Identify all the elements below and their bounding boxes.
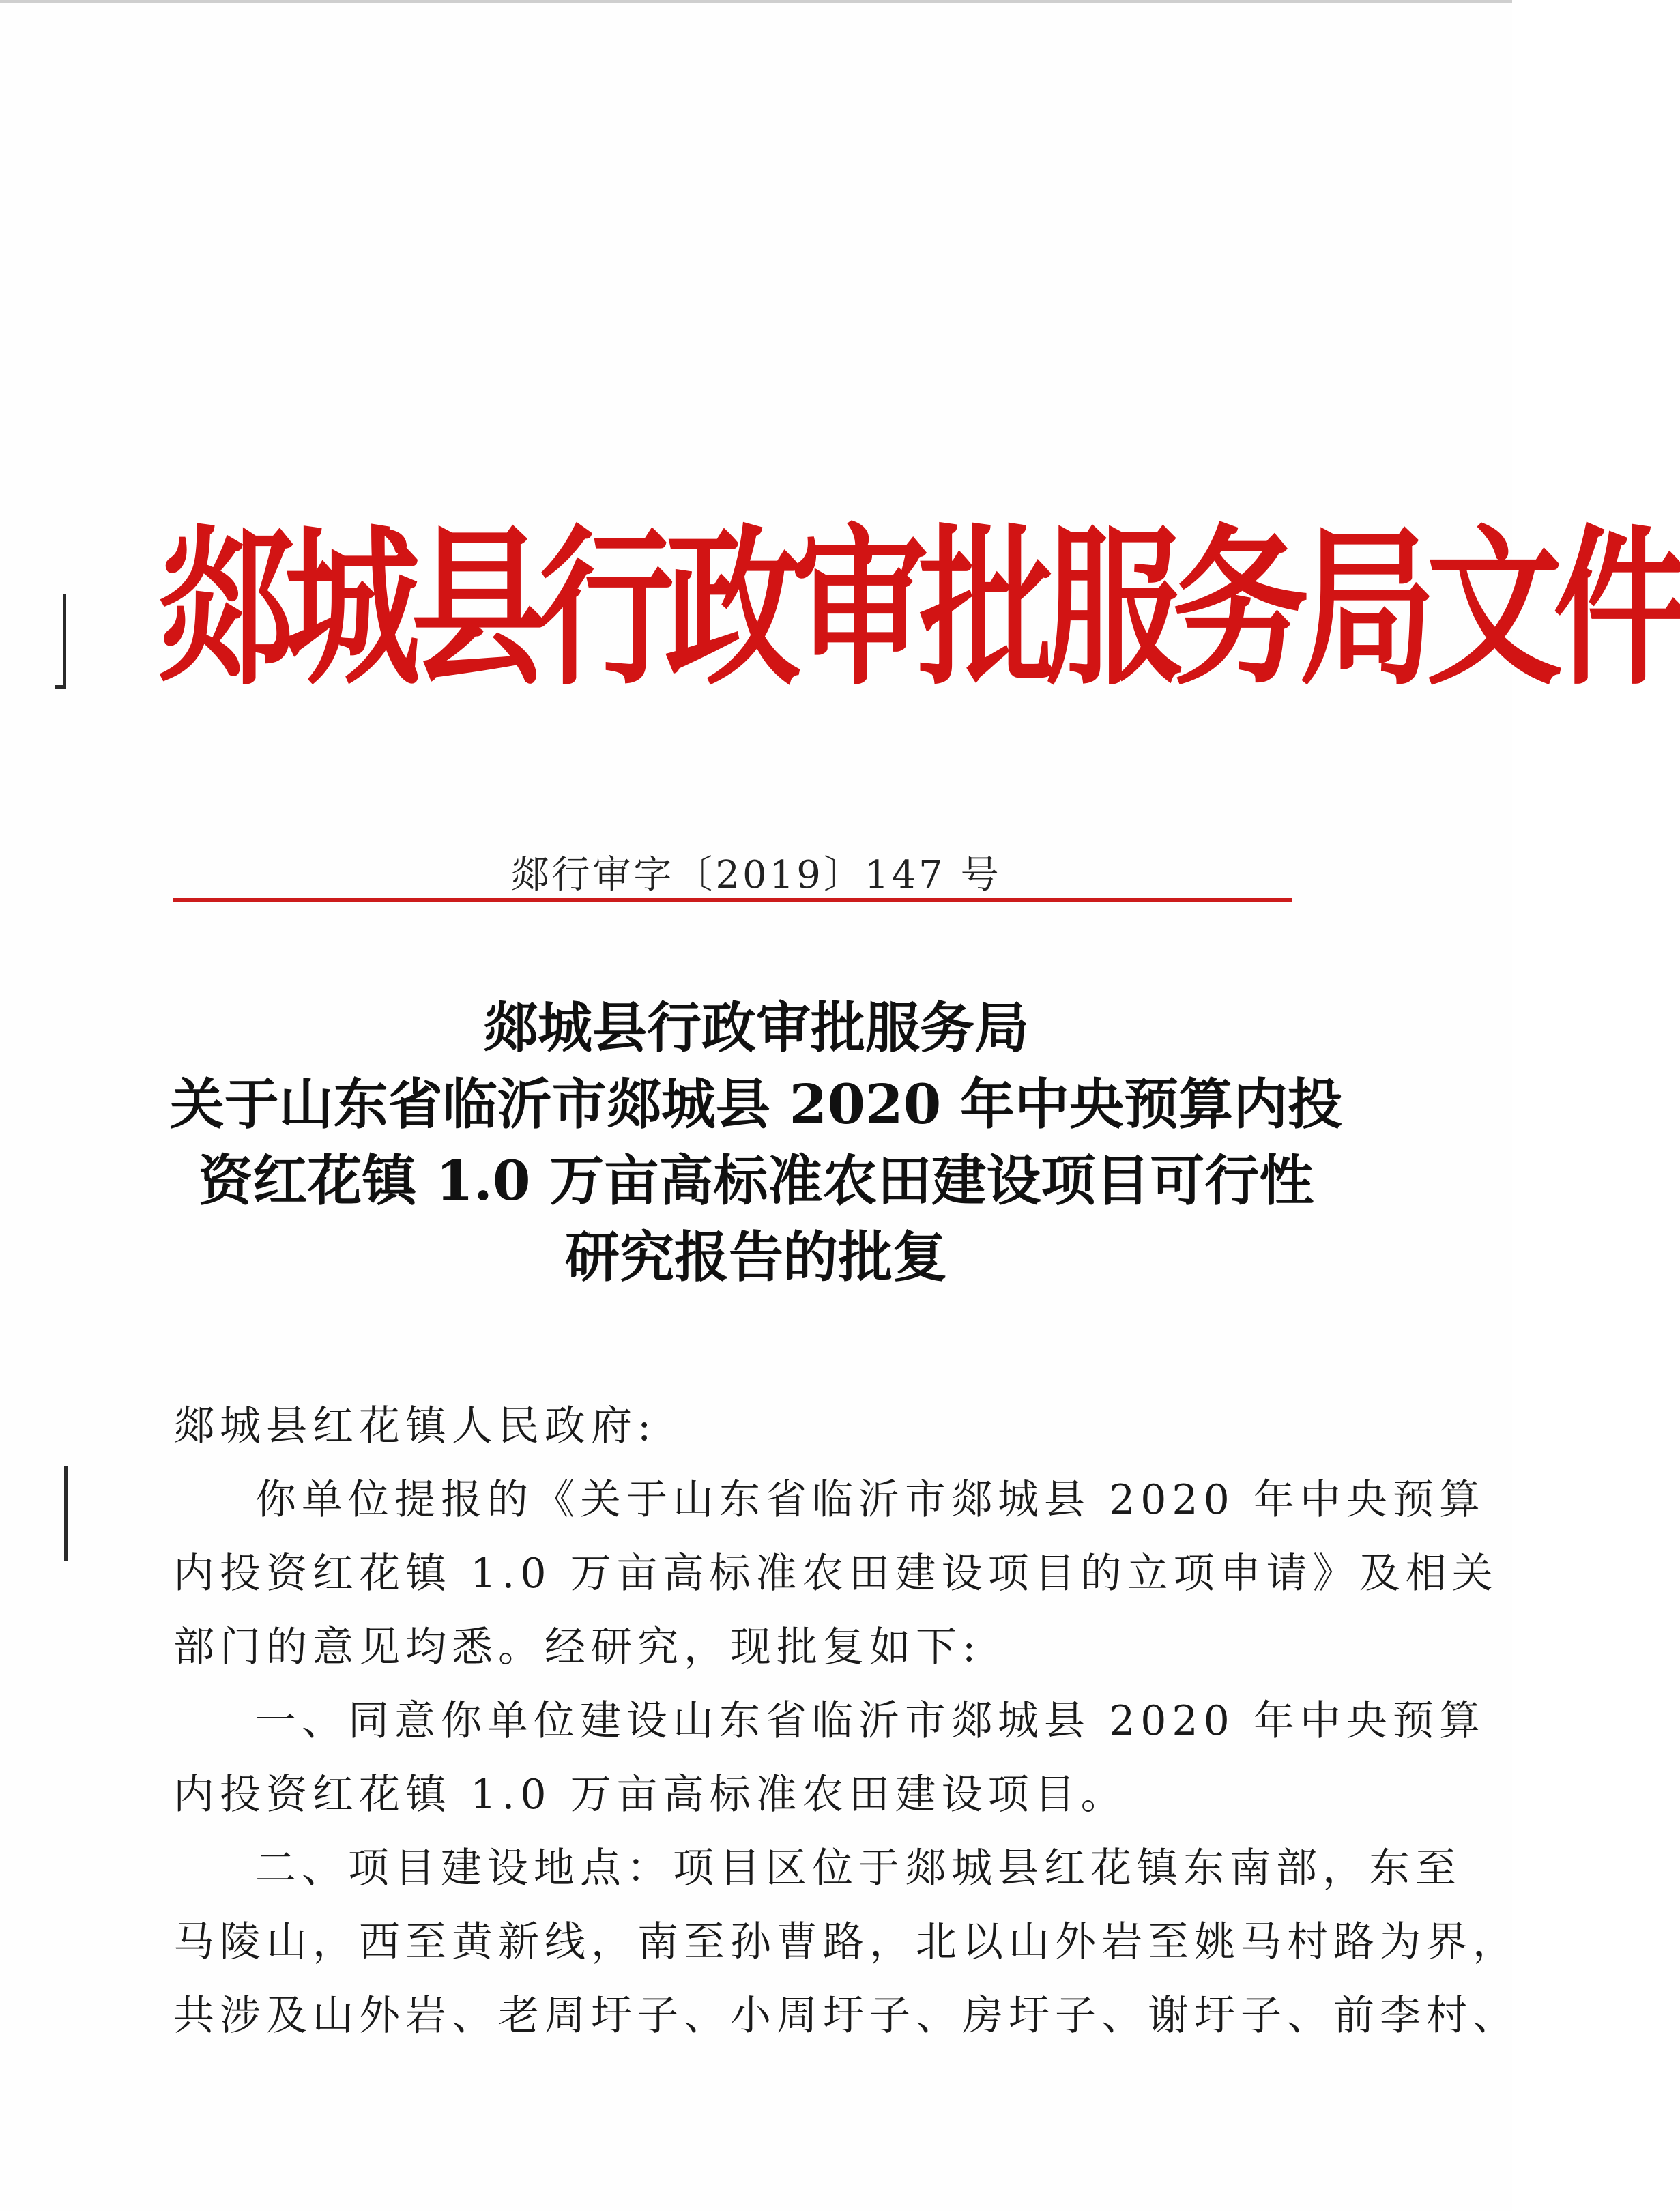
title-line: 研究报告的批复 <box>565 1225 947 1289</box>
document-masthead: 郯城县行政审批服务局文件 <box>157 508 1680 709</box>
title-line: 资红花镇 1.0 万亩高标准农田建设项目可行性 <box>198 1148 1314 1213</box>
body-line: 你单位提报的《关于山东省临沂市郯城县 2020 年中央预算 <box>255 1476 1486 1524</box>
body-line: 二、项目建设地点：项目区位于郯城县红花镇东南部，东至 <box>255 1845 1462 1892</box>
margin-mark <box>55 685 64 689</box>
body-line: 共涉及山外岩、老周圩子、小周圩子、房圩子、谢圩子、前李村、 <box>173 1992 1519 2040</box>
body-line: 一、同意你单位建设山东省临沂市郯城县 2020 年中央预算 <box>255 1697 1486 1745</box>
title-line: 郯城县行政审批服务局 <box>483 996 1029 1060</box>
margin-mark <box>64 1466 68 1561</box>
body-line: 马陵山，西至黄新线，南至孙曹路，北以山外岩至姚马村路为界， <box>173 1918 1519 1966</box>
salutation: 郯城县红花镇人民政府: <box>173 1402 657 1450</box>
red-divider-line <box>173 898 1292 902</box>
document-body <box>173 1389 1519 2053</box>
page-top-edge <box>0 0 1512 3</box>
title-line: 关于山东省临沂市郯城县 2020 年中央预算内投 <box>169 1072 1343 1136</box>
body-line: 内投资红花镇 1.0 万亩高标准农田建设项目的立项申请》及相关 <box>173 1550 1498 1598</box>
body-line: 部门的意见均悉。经研究，现批复如下: <box>173 1623 982 1671</box>
margin-mark <box>63 594 66 689</box>
document-title <box>150 989 1362 1295</box>
document-number: 郯行审字〔2019〕147 号 <box>510 853 1002 897</box>
body-line: 内投资红花镇 1.0 万亩高标准农田建设项目。 <box>173 1771 1127 1819</box>
